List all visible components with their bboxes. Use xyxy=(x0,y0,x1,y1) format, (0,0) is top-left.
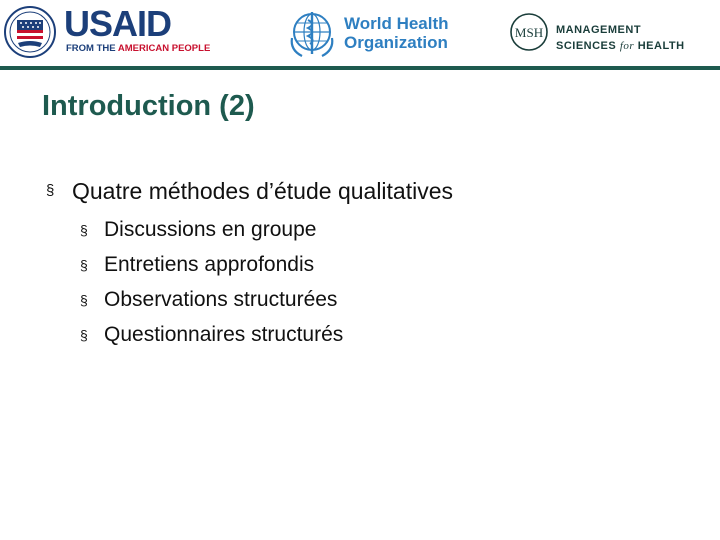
bullet-icon: § xyxy=(80,257,88,273)
usaid-seal-logo xyxy=(4,6,56,58)
main-bullet xyxy=(46,176,453,206)
who-emblem-logo xyxy=(286,8,338,60)
list-item: § Entretiens approfondis xyxy=(80,249,343,284)
bullet-icon: § xyxy=(80,222,88,238)
bullet-icon: § xyxy=(80,327,88,343)
list-item: § Questionnaires structurés xyxy=(80,319,343,354)
logo-bar xyxy=(0,0,720,66)
main-bullet-text: Quatre méthodes d’étude qualitatives xyxy=(72,178,454,204)
usaid-tagline: FROM THE AMERICAN PEOPLE xyxy=(66,43,211,54)
list-item: § Observations structurées xyxy=(80,284,343,319)
msh-name: MANAGEMENT SCIENCES for HEALTH xyxy=(556,24,685,52)
bullet-icon: § xyxy=(46,182,55,199)
usaid-wordmark: USAID xyxy=(64,3,172,44)
sub-bullet-list xyxy=(80,214,343,354)
who-name: World Health Organization xyxy=(344,14,449,52)
list-item: § Discussions en groupe xyxy=(80,214,343,249)
bullet-icon: § xyxy=(80,292,88,308)
header-rule xyxy=(0,66,720,70)
msh-mark-logo xyxy=(509,12,549,52)
svg-text:MSH: MSH xyxy=(514,25,544,40)
slide-title: Introduction (2) xyxy=(42,90,255,122)
